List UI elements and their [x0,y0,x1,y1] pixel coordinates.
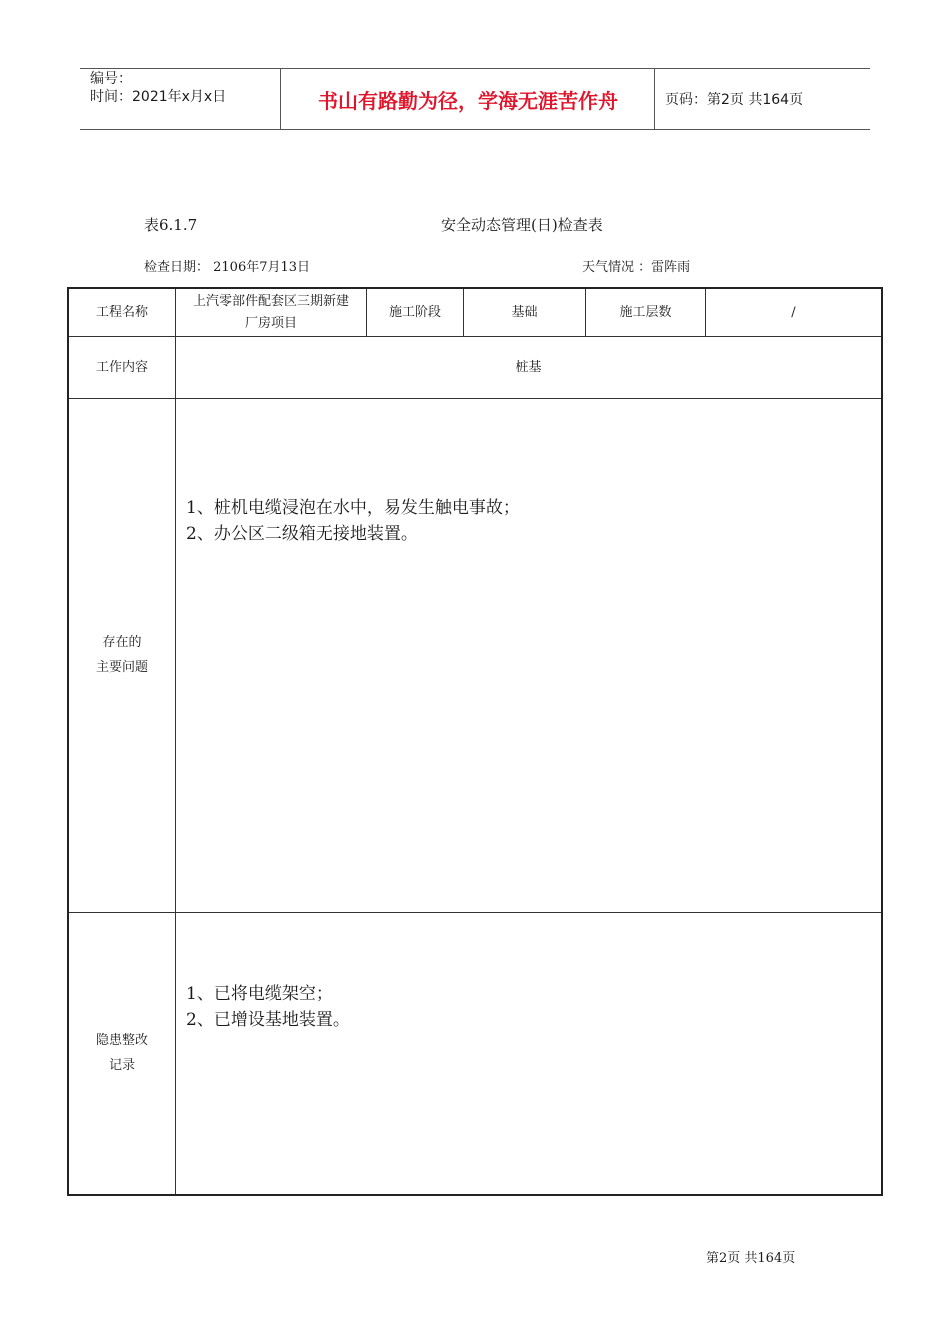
issues-label-line2: 主要问题 [95,660,148,675]
number-label: 编号： [90,71,132,87]
project-name-line1: 上汽零部件配套区三期新建 [192,293,349,309]
issue-item: 2、办公区二级箱无接地装置。 [186,524,418,544]
rectification-item: 2、已增设基地装置。 [186,1010,350,1030]
floors-label: 施工层数 [619,304,672,320]
work-content-value: 桩基 [515,359,542,375]
project-name-value [176,289,366,336]
page-info: 页码：第2页 共164页 [665,92,804,108]
rectification-item: 1、已将电缆架空； [186,984,333,1004]
rectification-list [186,981,350,1033]
check-date: 检查日期： 2106年7月13日 [144,260,311,275]
work-content-label: 工作内容 [95,359,148,375]
stage-label: 施工阶段 [388,304,441,320]
rectification-label-line2: 记录 [108,1058,135,1073]
page-footer: 第2页 共164页 [706,1251,796,1266]
rectification-label-line1: 隐患整改 [95,1033,148,1048]
column-divider [175,289,176,1194]
header-meta-cell [80,69,281,129]
issues-label [69,399,175,912]
document-title: 安全动态管理(日)检查表 [441,216,603,234]
table-number: 表6.1.7 [144,216,198,234]
row-divider [69,398,881,399]
issues-label-line1: 存在的 [102,635,142,650]
motto: 书山有路勤为径，学海无涯苦作舟 [282,69,655,129]
project-name-line2: 厂房项目 [244,315,297,331]
issue-item: 1、桩机电缆浸泡在水中，易发生触电事故； [186,498,520,518]
issues-list [186,495,520,547]
inspection-table [67,287,883,1196]
time-label: 时间：2021年x月x日 [90,89,227,105]
page-header [80,68,870,130]
rectification-label [69,913,175,1194]
row-divider [69,912,881,913]
stage-value: 基础 [511,304,538,320]
weather: 天气情况 ：雷阵雨 [582,260,691,275]
project-name-label: 工程名称 [95,304,148,320]
floors-value: / [791,304,796,320]
